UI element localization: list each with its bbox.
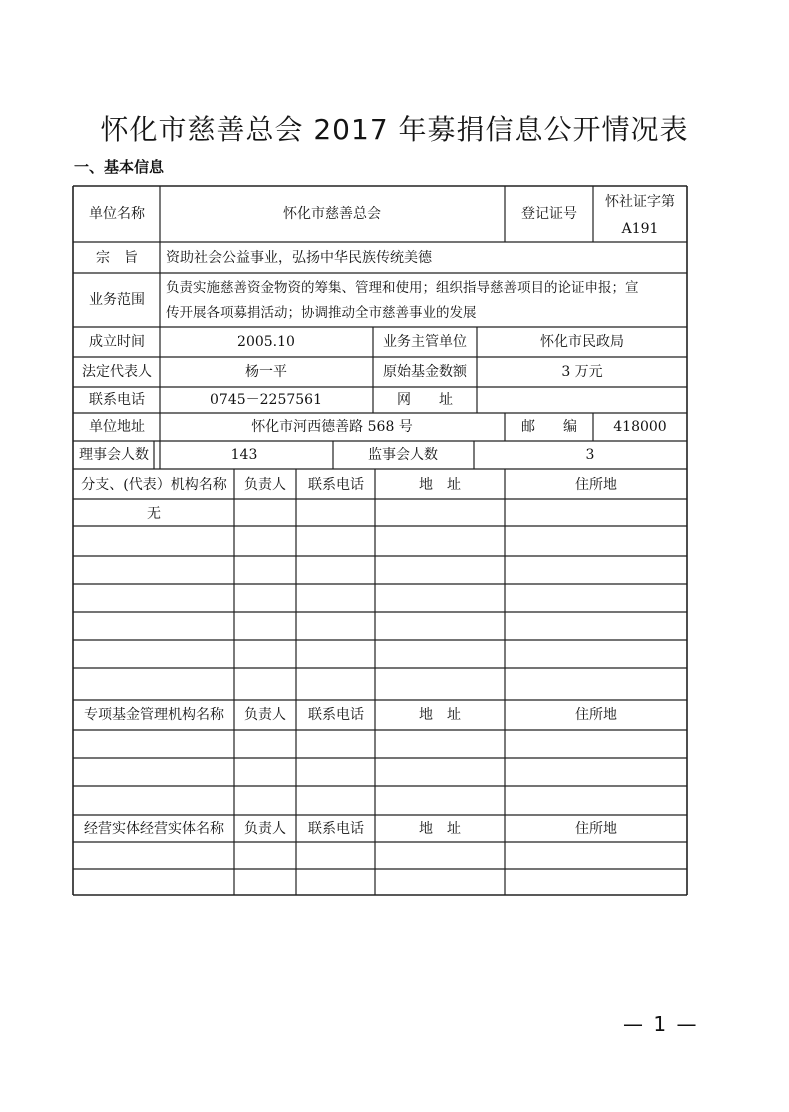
supervisors-value: 3 <box>585 447 595 463</box>
scope-line2: 传开展各项募捐活动；协调推动全市慈善事业的发展 <box>166 305 477 321</box>
fund-label: 原始基金数额 <box>383 364 467 380</box>
fund-value: 3 万元 <box>561 364 603 380</box>
unit-name-label: 单位名称 <box>89 206 145 222</box>
reg-no-label: 登记证号 <box>521 206 577 222</box>
funds-header-phone: 联系电话 <box>308 707 364 723</box>
page-number: — 1 — <box>623 1012 699 1036</box>
unit-name-value: 怀化市慈善总会 <box>283 206 381 222</box>
section-heading: 一、基本信息 <box>74 158 165 176</box>
entities-header-person: 负责人 <box>244 821 286 837</box>
page-title: 怀化市慈善总会 2017 年募捐信息公开情况表 <box>100 113 689 146</box>
founded-label: 成立时间 <box>89 334 145 350</box>
council-value: 143 <box>230 447 258 463</box>
funds-header-address: 地 址 <box>419 707 461 723</box>
reg-no-line1: 怀社证字第 <box>605 194 675 210</box>
branches-row-name: 无 <box>147 506 161 522</box>
purpose-value: 资助社会公益事业，弘扬中华民族传统美德 <box>166 250 432 266</box>
entities-header-name: 经营实体经营实体名称 <box>84 821 224 837</box>
entities-header-address: 地 址 <box>419 821 461 837</box>
postcode-value: 418000 <box>613 419 667 435</box>
address-label: 单位地址 <box>89 419 145 435</box>
phone-value: 0745－2257561 <box>210 392 322 408</box>
funds-header-person: 负责人 <box>244 707 286 723</box>
branches-header-residence: 住所地 <box>575 477 617 493</box>
funds-header-name: 专项基金管理机构名称 <box>84 707 224 723</box>
entities-header-residence: 住所地 <box>575 821 617 837</box>
legal-rep-value: 杨一平 <box>245 364 287 380</box>
founded-value: 2005.10 <box>237 334 295 350</box>
funds-header-residence: 住所地 <box>575 707 617 723</box>
supervisor-value: 怀化市民政局 <box>540 334 624 350</box>
address-value: 怀化市河西德善路 568 号 <box>251 419 413 435</box>
branches-header-phone: 联系电话 <box>308 477 364 493</box>
phone-label: 联系电话 <box>89 392 145 408</box>
council-label: 理事会人数 <box>79 447 149 463</box>
scope-line1: 负责实施慈善资金物资的筹集、管理和使用；组织指导慈善项目的论证申报；宣 <box>166 280 639 296</box>
reg-no-line2: A191 <box>621 221 659 237</box>
legal-rep-label: 法定代表人 <box>82 364 152 380</box>
website-label: 网 址 <box>397 392 453 408</box>
purpose-label: 宗 旨 <box>96 250 138 266</box>
supervisors-label: 监事会人数 <box>368 447 438 463</box>
branches-header-person: 负责人 <box>244 477 286 493</box>
supervisor-label: 业务主管单位 <box>383 334 467 350</box>
postcode-label: 邮 编 <box>521 419 577 435</box>
branches-header-address: 地 址 <box>419 477 461 493</box>
branches-header-name: 分支、(代表）机构名称 <box>81 477 227 493</box>
entities-header-phone: 联系电话 <box>308 821 364 837</box>
scope-label: 业务范围 <box>89 292 145 308</box>
